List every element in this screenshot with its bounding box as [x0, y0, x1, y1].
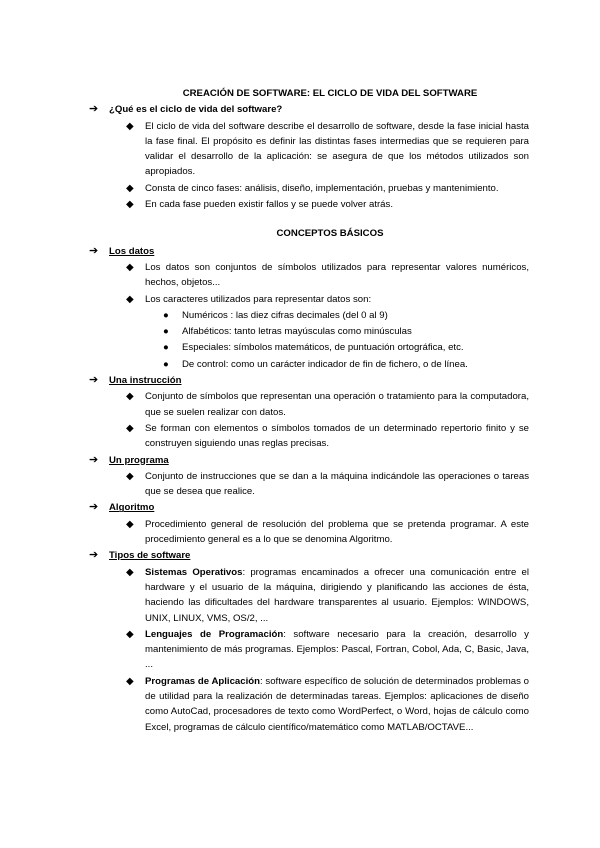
list-item-term: Sistemas Operativos — [145, 566, 243, 578]
section-heading-datos — [0, 244, 600, 259]
sub-list-item-text: Especiales: símbolos matemáticos, de puntuación ortográfica, etc. — [182, 342, 464, 354]
heading-text: Algoritmo — [109, 502, 155, 514]
arrow-icon: ➔ — [89, 549, 99, 562]
document-title: CREACIÓN DE SOFTWARE: EL CICLO DE VIDA DEL SOFTWARE — [182, 88, 478, 99]
diamond-bullet-icon: ◆ — [126, 261, 134, 273]
list-item-text: Se forman con elementos o símbolos tomados de un determinado repertorio finito y se construyen siguiendo unas reglas precisas. — [145, 422, 529, 450]
list-item — [126, 469, 529, 500]
question-heading — [0, 102, 600, 117]
section-heading-tipos — [0, 548, 600, 563]
diamond-bullet-icon: ◆ — [126, 518, 134, 530]
heading-text: ¿Qué es el ciclo de vida del software? — [109, 104, 283, 116]
list-item-text: : software necesario para la creación, desarrollo y mantenimiento de más programas. Ejemplos: Pascal, Fortran, Cobol, Ada, C, Basic, Java, ... — [145, 628, 529, 671]
list-item-text: En cada fase pueden existir fallos y se puede volver atrás. — [145, 199, 393, 211]
heading-text: Tipos de software — [109, 550, 191, 562]
section-heading-programa — [0, 453, 600, 468]
list-item-term: Lenguajes de Programación — [145, 628, 284, 640]
section-heading-algoritmo — [0, 500, 600, 515]
list-item — [126, 674, 529, 735]
list-item-text: El ciclo de vida del software describe el desarrollo de software, desde la fase inicial hasta la fase final. El propósito es definir las distintas fases intermedias que se requieren para validar el desarrollo de la aplicación: se asegura de que los métodos utilizados son apropiados. — [145, 120, 529, 178]
list-item-text: : software específico de solución de determinados problemas o de utilidad para la realización de determinadas tareas. Ejemplos: aplicaciones de diseño como AutoCad, procesadores de texto como WordPerfect, o Word, hojas de cálculo como Excel, programas de cálculo científico/matemático como MATLAB/OCTAVE... — [145, 675, 529, 733]
list-item — [126, 389, 529, 420]
sub-list-item — [163, 324, 600, 339]
sub-list-item — [163, 357, 600, 372]
diamond-bullet-icon: ◆ — [126, 566, 134, 578]
dot-bullet-icon: ● — [163, 326, 169, 338]
diamond-bullet-icon: ◆ — [126, 470, 134, 482]
section-heading-instruccion — [0, 373, 600, 388]
arrow-icon: ➔ — [89, 453, 99, 466]
list-item — [126, 119, 529, 180]
diamond-bullet-icon: ◆ — [126, 391, 134, 403]
list-item-text: : programas encaminados a ofrecer una comunicación entre el hardware y el usuario de la máquina, dirigiendo y planificando las acciones de ésta, haciendo las dificultades del hardware transparentes al usuario. Ejemplos: WINDOWS, UNIX, LINUX, VMS, OS/2, ... — [145, 566, 529, 624]
list-item — [126, 197, 529, 212]
dot-bullet-icon: ● — [163, 358, 169, 370]
diamond-bullet-icon: ◆ — [126, 182, 134, 194]
diamond-bullet-icon: ◆ — [126, 120, 134, 132]
arrow-icon: ➔ — [89, 374, 99, 387]
list-item-text: Conjunto de símbolos que representan una operación o tratamiento para la computadora, que se suelen realizar con datos. — [145, 391, 529, 418]
section-title: CONCEPTOS BÁSICOS — [276, 228, 384, 240]
list-item-text: Consta de cinco fases: análisis, diseño, implementación, pruebas y mantenimiento. — [145, 182, 499, 194]
list-item — [126, 181, 529, 196]
dot-bullet-icon: ● — [163, 342, 169, 354]
list-item-term: Programas de Aplicación — [145, 675, 260, 687]
heading-text: Un programa — [109, 454, 169, 466]
list-item — [126, 627, 529, 673]
list-item — [126, 421, 529, 452]
sub-list-item — [163, 340, 600, 355]
diamond-bullet-icon: ◆ — [126, 628, 134, 640]
list-item-text: Los datos son conjuntos de símbolos utilizados para representar valores numéricos, hechos, objetos... — [145, 261, 529, 289]
dot-bullet-icon: ● — [163, 309, 169, 321]
sub-list-item-text: Numéricos : las diez cifras decimales (del 0 al 9) — [182, 309, 388, 321]
list-item-text: Conjunto de instrucciones que se dan a la máquina indicándole las operaciones o tareas que se desea que realice. — [145, 470, 529, 498]
diamond-bullet-icon: ◆ — [126, 422, 134, 434]
arrow-icon: ➔ — [89, 244, 99, 257]
diamond-bullet-icon: ◆ — [126, 199, 134, 211]
list-item-text: Los caracteres utilizados para representar datos son: — [145, 293, 372, 305]
list-item — [126, 565, 529, 626]
diamond-bullet-icon: ◆ — [126, 675, 134, 687]
heading-text: Los datos — [109, 245, 155, 257]
heading-text: Una instrucción — [109, 375, 182, 387]
list-item — [126, 292, 529, 307]
list-item-text: Procedimiento general de resolución del problema que se pretenda programar. A este procedimiento general es a lo que se denomina Algoritmo. — [145, 518, 529, 546]
sub-list-item — [163, 308, 600, 323]
diamond-bullet-icon: ◆ — [126, 293, 134, 305]
list-item — [126, 517, 529, 548]
list-item — [126, 260, 529, 291]
sub-list-item-text: De control: como un carácter indicador de fin de fichero, o de línea. — [182, 358, 468, 370]
arrow-icon: ➔ — [89, 501, 99, 514]
sub-list-item-text: Alfabéticos: tanto letras mayúsculas como minúsculas — [182, 326, 412, 338]
arrow-icon: ➔ — [89, 103, 99, 116]
